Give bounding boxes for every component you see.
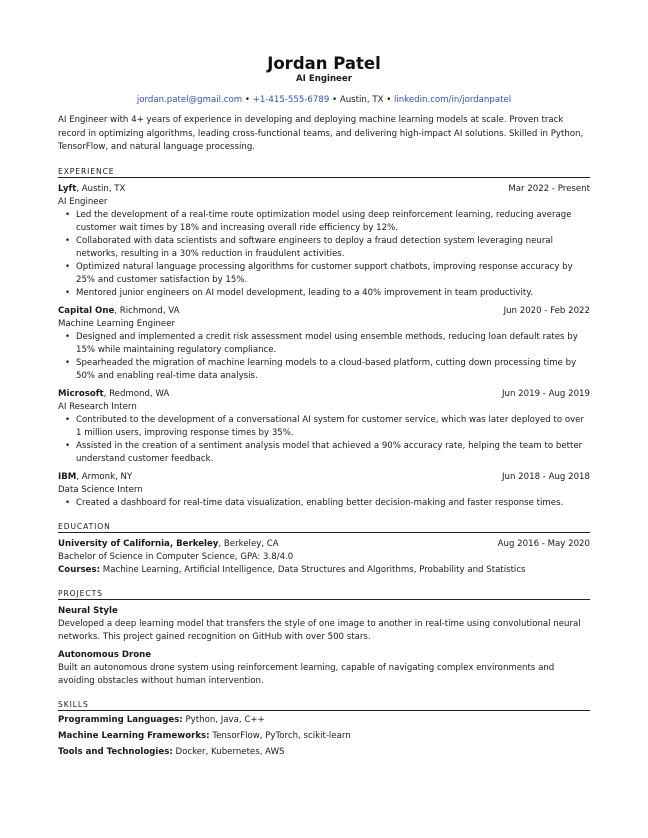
job-entry	[58, 183, 590, 300]
skill-value: Docker, Kubernetes, AWS	[172, 746, 285, 757]
job-location: , Redmond, WA	[103, 388, 170, 399]
linkedin-link[interactable]: linkedin.com/in/jordanpatel	[394, 95, 512, 105]
job-dates: Jun 2019 - Aug 2019	[502, 388, 590, 399]
company-name: Lyft	[58, 183, 77, 194]
courses-label: Courses:	[58, 564, 101, 575]
skill-label: Programming Languages:	[58, 714, 183, 725]
location-text: Austin, TX	[339, 95, 384, 105]
job-dates: Mar 2022 - Present	[508, 183, 590, 194]
job-bullet: • Contributed to the development of a conversational AI system for customer service, which was later deployed to over 1 million users, improving response times by 35%.	[58, 414, 590, 440]
school-location: , Berkeley, CA	[218, 538, 279, 549]
education-entry	[58, 538, 590, 577]
section-heading-skills: SKILLS	[58, 700, 590, 711]
job-bullet: • Collaborated with data scientists and software engineers to deploy a fraud detection system leveraging neural networks, resulting in a 30% reduction in fraudulent activities.	[58, 235, 590, 261]
job-dates: Jun 2020 - Feb 2022	[503, 305, 590, 316]
job-role: AI Engineer	[58, 196, 108, 207]
job-bullet: • Spearheaded the migration of machine learning models to a cloud-based platform, cutting down processing time by 50% and enabling real-time data analysis.	[58, 357, 590, 383]
job-role: Machine Learning Engineer	[58, 318, 176, 329]
job-bullet: • Created a dashboard for real-time data visualization, enabling better decision-making and faster response times.	[58, 497, 590, 510]
section-heading-experience: EXPERIENCE	[58, 167, 590, 178]
job-bullet: • Mentored junior engineers on AI model development, leading to a 40% improvement in team productivity.	[58, 287, 590, 300]
education-dates: Aug 2016 - May 2020	[497, 538, 590, 549]
summary-paragraph: AI Engineer with 4+ years of experience in developing and deploying machine learning models at scale. Proven track record in optimizing algorithms, leading cross-functional teams, and delivering high-impact AI solutions. Skilled in Python, TensorFlow, and natural language processing.	[58, 115, 584, 152]
phone-link[interactable]: +1-415-555-6789	[252, 95, 330, 105]
skill-label: Tools and Technologies:	[58, 746, 173, 757]
job-bullet: • Optimized natural language processing algorithms for customer support chatbots, improving response accuracy by 25% and customer satisfaction by 15%.	[58, 261, 590, 287]
company-name: Microsoft	[58, 388, 104, 399]
job-bullet: • Assisted in the creation of a sentiment analysis model that achieved a 90% accuracy rate, helping the team to better understand customer feedback.	[58, 440, 590, 466]
skill-value: TensorFlow, PyTorch, scikit-learn	[209, 730, 351, 741]
skill-label: Machine Learning Frameworks:	[58, 730, 210, 741]
project-description: Built an autonomous drone system using reinforcement learning, capable of navigating complex environments and avoiding obstacles without human intervention.	[58, 662, 555, 686]
skill-line	[58, 746, 590, 759]
job-entry	[58, 305, 590, 383]
school-name: University of California, Berkeley	[58, 538, 219, 549]
job-location: , Richmond, VA	[114, 305, 180, 316]
job-location: , Austin, TX	[76, 183, 126, 194]
job-location: , Armonk, NY	[76, 471, 133, 482]
degree-text: Bachelor of Science in Computer Science, GPA: 3.8/4.0	[58, 551, 294, 562]
project-title: Autonomous Drone	[58, 649, 152, 660]
company-name: Capital One	[58, 305, 115, 316]
job-entry	[58, 471, 590, 510]
courses-list: Machine Learning, Artificial Intelligence, Data Structures and Algorithms, Probability and Statistics	[100, 564, 526, 575]
email-link[interactable]: jordan.patel@gmail.com	[136, 95, 243, 105]
project-description: Developed a deep learning model that transfers the style of one image to another in real-time using convolutional neural networks. This project gained recognition on GitHub with over 500 stars.	[58, 618, 581, 642]
job-dates: Jun 2018 - Aug 2018	[502, 471, 590, 482]
skill-line	[58, 714, 590, 727]
contact-line	[58, 94, 590, 106]
skill-line	[58, 730, 590, 743]
job-role: AI Research Intern	[58, 401, 137, 412]
candidate-title: AI Engineer	[296, 74, 352, 84]
job-role: Data Science Intern	[58, 484, 143, 495]
courses-line	[58, 564, 590, 577]
section-heading-projects: PROJECTS	[58, 589, 590, 600]
company-name: IBM	[58, 471, 77, 482]
section-heading-education: EDUCATION	[58, 522, 590, 533]
job-entry	[58, 388, 590, 466]
skill-value: Python, Java, C++	[182, 714, 265, 725]
job-bullet: • Designed and implemented a credit risk assessment model using ensemble methods, reducing loan default rates by 15% while maintaining regulatory compliance.	[58, 331, 590, 357]
separator: •	[332, 95, 338, 105]
job-bullet: • Led the development of a real-time route optimization model using deep reinforcement learning, reducing average customer wait times by 18% and increasing overall ride efficiency by 12%.	[58, 209, 590, 235]
separator: •	[244, 95, 250, 105]
separator: •	[386, 95, 392, 105]
candidate-name: Jordan Patel	[267, 54, 381, 73]
project-title: Neural Style	[58, 605, 118, 616]
